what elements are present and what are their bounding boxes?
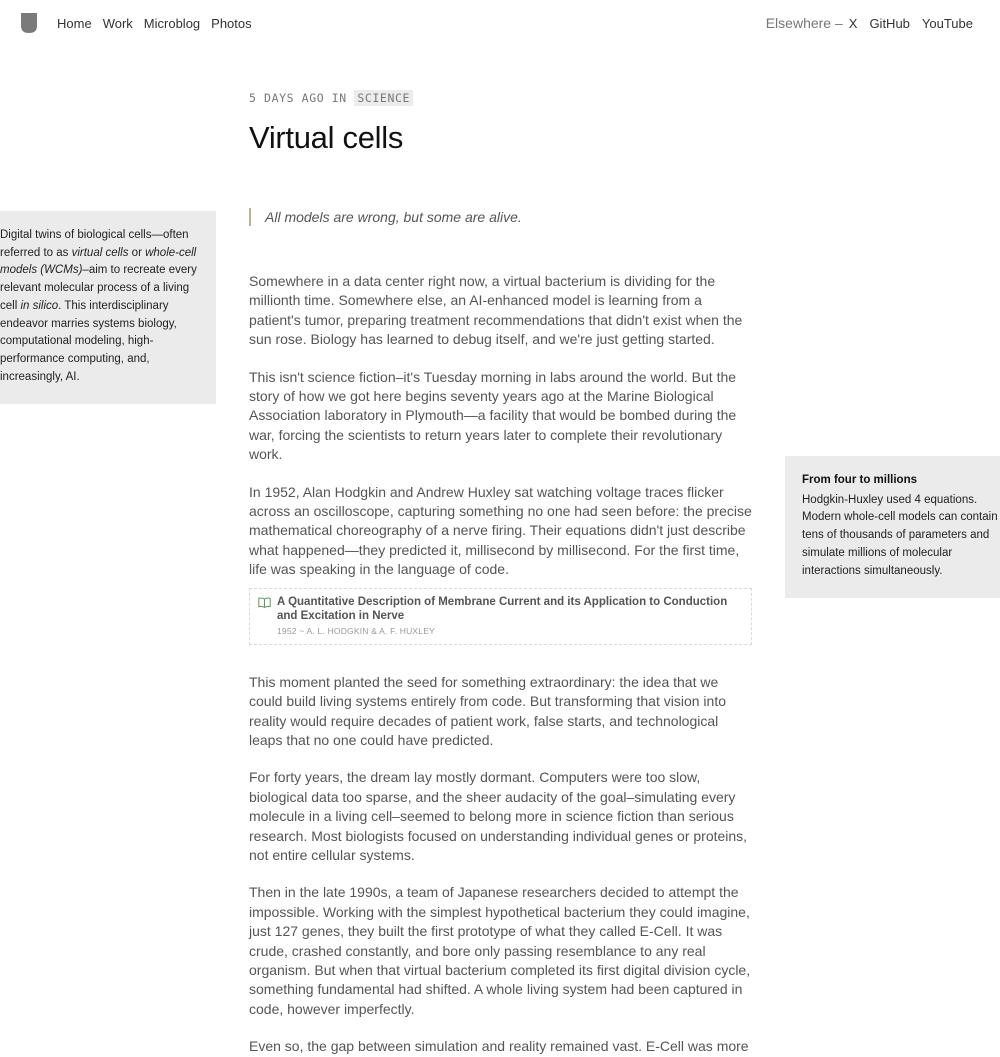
post-date: 5 DAYS AGO IN bbox=[249, 91, 347, 105]
nav-work[interactable]: Work bbox=[102, 16, 133, 31]
sidenote-body: Hodgkin-Huxley used 4 equations. Modern whole-cell models can contain tens of thousands of parameters and simulate millions of molecular interactions simultaneously. bbox=[802, 493, 998, 577]
left-sidenote: Digital twins of biological cells—often referred to as virtual cells or whole-cell models (WCMs)–aim to recreate every relevant molecular process of a living cell in silico. This interdisciplinary endeavor marries systems biology, computational modeling, high-performance computing, and, increasingly, AI. bbox=[0, 211, 216, 404]
site-logo[interactable] bbox=[21, 13, 37, 33]
nav-x[interactable]: X bbox=[848, 16, 858, 31]
nav-github[interactable]: GitHub bbox=[869, 16, 910, 31]
nav-photos[interactable]: Photos bbox=[211, 16, 252, 31]
paragraph: Then in the late 1990s, a team of Japanese researchers decided to attempt the impossible. Working with the simplest hypothetical bacterium they could imagine, just 127 genes, they built the first prototype of what they called E-Cell. It was crude, crashed constantly, and bore only passing resemblance to any real organism. But when that virtual bacterium completed its first digital division cycle, something fundamental had shifted. A whole living system had been captured in code, however imperfectly. bbox=[249, 884, 751, 1017]
nav-microblog[interactable]: Microblog bbox=[143, 16, 201, 31]
external-nav bbox=[766, 16, 973, 31]
nav-home[interactable]: Home bbox=[57, 16, 92, 31]
page-title: Virtual cells bbox=[249, 120, 404, 155]
right-sidenote bbox=[785, 456, 1000, 598]
book-icon bbox=[258, 597, 271, 608]
paragraph: Even so, the gap between simulation and reality remained vast. E-Cell was more bbox=[249, 1038, 749, 1055]
article bbox=[249, 91, 752, 1057]
nav-youtube[interactable]: YouTube bbox=[921, 16, 973, 31]
primary-nav bbox=[57, 16, 252, 31]
paragraph: This moment planted the seed for something extraordinary: the idea that we could build living systems entirely from code. But transforming that vision into reality would require decades of patient work, false starts, and technological leaps that no one could have predicted. bbox=[249, 673, 726, 748]
category-tag[interactable]: SCIENCE bbox=[354, 90, 413, 106]
paragraph: This isn't science fiction–it's Tuesday morning in labs around the world. But the story of how we got here begins seventy years ago at the Marine Biological Association laboratory in Plymouth—a facility that would be bombed during the war, forcing the scientists to return years later to complete their revolutionary work. bbox=[249, 368, 737, 463]
paragraph: In 1952, Alan Hodgkin and Andrew Huxley sat watching voltage traces flicker across an oscilloscope, capturing something no one had seen before: the precise mathematical choreography of a nerve firing. Their equations didn't just describe what happened—they predicted it, millisecond by millisecond. For the first time, life was speaking in the language of code. bbox=[249, 483, 752, 578]
paragraph: Somewhere in a data center right now, a virtual bacterium is dividing for the millionth time. Somewhere else, an AI-enhanced model is learning from a patient's tumor, preparing treatment recommendations that didn't exist when the sun rose. Biology has learned to debug itself, and we're just getting started. bbox=[249, 273, 743, 348]
citation-card[interactable] bbox=[249, 588, 752, 645]
elsewhere-label: Elsewhere – bbox=[765, 15, 843, 31]
sidenote-heading: From four to millions bbox=[802, 474, 917, 486]
citation-title[interactable]: A Quantitative Description of Membrane Current and its Application to Conduction and Excitation in Nerve bbox=[277, 595, 728, 622]
epigraph-quote: All models are wrong, but some are alive. bbox=[249, 208, 752, 226]
article-meta bbox=[249, 91, 752, 105]
paragraph: For forty years, the dream lay mostly dormant. Computers were too slow, biological data too sparse, and the sheer audacity of the goal–simulating every molecule in a living cell–seemed to belong more in science fiction than serious research. Most biologists focused on understanding individual genes or proteins, not entire cellular systems. bbox=[249, 769, 748, 863]
citation-meta: 1952 ~ A. L. HODGKIN & A. F. HUXLEY bbox=[277, 625, 435, 636]
